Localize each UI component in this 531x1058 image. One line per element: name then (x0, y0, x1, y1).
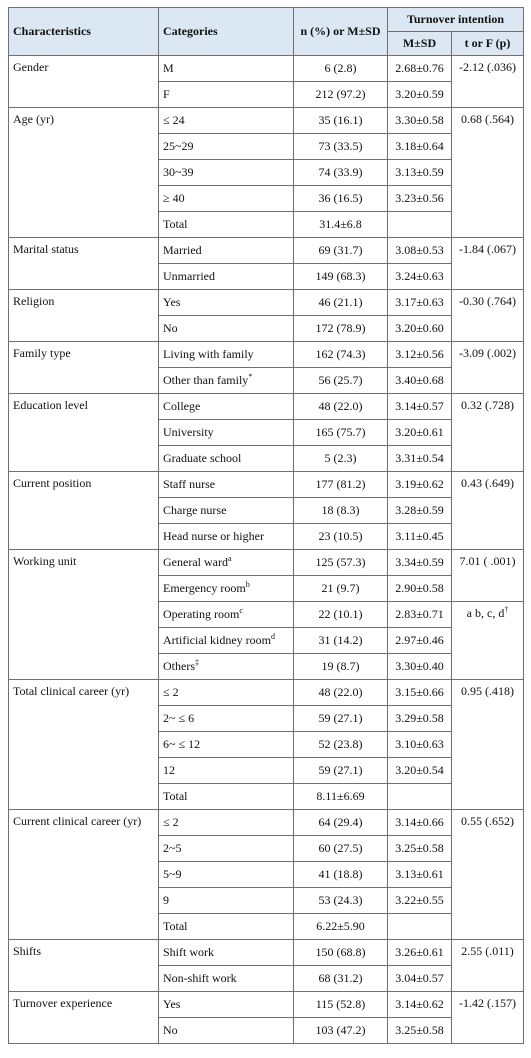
n-percent-cell: 21 (9.7) (294, 576, 388, 602)
n-percent-cell: 172 (78.9) (294, 316, 388, 342)
n-percent-cell: 103 (47.2) (294, 1018, 388, 1044)
category-label: Unmarried (163, 269, 215, 283)
category-label: No (163, 321, 178, 335)
msd-cell: 3.18±0.64 (388, 134, 452, 160)
msd-cell: 3.08±0.53 (388, 238, 452, 264)
category-label: 6~ ≤ 12 (163, 737, 201, 751)
msd-cell: 3.14±0.66 (388, 810, 452, 836)
n-percent-cell: 35 (16.1) (294, 108, 388, 134)
characteristic-name: Gender (9, 56, 159, 108)
category-label: Charge nurse (163, 503, 227, 517)
msd-cell: 3.19±0.62 (388, 472, 452, 498)
msd-cell: 3.28±0.59 (388, 498, 452, 524)
test-statistic-cell: 0.95 (.418) (452, 680, 524, 810)
category-label: Total (163, 919, 188, 933)
header-characteristics: Characteristics (9, 8, 159, 56)
n-percent-cell: 73 (33.5) (294, 134, 388, 160)
n-percent-cell: 46 (21.1) (294, 290, 388, 316)
characteristic-name: Working unit (9, 550, 159, 680)
category-label: ≤ 24 (163, 113, 185, 127)
category-cell (159, 628, 294, 654)
msd-cell: 3.26±0.61 (388, 940, 452, 966)
category-label: College (163, 399, 201, 413)
category-cell (159, 914, 294, 940)
table-row (9, 56, 524, 82)
table-row (9, 108, 524, 134)
n-percent-cell: 6 (2.8) (294, 56, 388, 82)
test-statistic-cell: 2.55 (.011) (452, 940, 524, 992)
category-footnote-mark: * (248, 372, 253, 381)
msd-cell: 3.17±0.63 (388, 290, 452, 316)
characteristic-name: Education level (9, 394, 159, 472)
category-cell (159, 238, 294, 264)
table-row (9, 394, 524, 420)
category-label: 5~9 (163, 867, 182, 881)
header-categories: Categories (159, 8, 294, 56)
msd-cell: 2.97±0.46 (388, 628, 452, 654)
table-body (9, 56, 524, 1044)
msd-cell: 2.90±0.58 (388, 576, 452, 602)
characteristic-name: Shifts (9, 940, 159, 992)
posthoc-cell (452, 602, 524, 680)
category-cell (159, 758, 294, 784)
category-label: Other than family (163, 373, 249, 387)
category-label: ≤ 2 (163, 685, 179, 699)
n-percent-cell: 5 (2.3) (294, 446, 388, 472)
header-msd: M±SD (388, 32, 452, 56)
category-footnote-mark: d (270, 632, 275, 641)
msd-cell: 3.20±0.61 (388, 420, 452, 446)
category-label: No (163, 1023, 178, 1037)
n-percent-cell: 59 (27.1) (294, 758, 388, 784)
category-cell (159, 56, 294, 82)
category-label: Married (163, 243, 202, 257)
msd-cell: 3.14±0.57 (388, 394, 452, 420)
category-cell (159, 108, 294, 134)
table-row (9, 680, 524, 706)
category-cell (159, 992, 294, 1018)
n-percent-cell: 6.22±5.90 (294, 914, 388, 940)
msd-cell: 3.29±0.58 (388, 706, 452, 732)
n-percent-cell: 18 (8.3) (294, 498, 388, 524)
msd-cell: 3.30±0.58 (388, 108, 452, 134)
category-cell (159, 290, 294, 316)
category-cell (159, 134, 294, 160)
category-cell (159, 940, 294, 966)
table-row (9, 472, 524, 498)
msd-cell: 3.30±0.40 (388, 654, 452, 680)
msd-cell: 2.83±0.71 (388, 602, 452, 628)
header-turnover-intention: Turnover intention (388, 8, 524, 32)
category-label: Emergency room (163, 581, 246, 595)
category-label: Total (163, 789, 188, 803)
characteristics-table (8, 7, 524, 1044)
n-percent-cell: 115 (52.8) (294, 992, 388, 1018)
n-percent-cell: 8.11±6.69 (294, 784, 388, 810)
table-row (9, 992, 524, 1018)
n-percent-cell: 74 (33.9) (294, 160, 388, 186)
n-percent-cell: 165 (75.7) (294, 420, 388, 446)
table-row (9, 810, 524, 836)
category-footnote-mark: b (245, 580, 250, 589)
category-cell (159, 706, 294, 732)
n-percent-cell: 150 (68.8) (294, 940, 388, 966)
category-label: ≤ 2 (163, 815, 179, 829)
category-label: Total (163, 217, 188, 231)
test-statistic-cell: -2.12 (.036) (452, 56, 524, 108)
msd-cell: 3.23±0.56 (388, 186, 452, 212)
n-percent-cell: 53 (24.3) (294, 888, 388, 914)
category-cell (159, 1018, 294, 1044)
msd-cell: 3.25±0.58 (388, 1018, 452, 1044)
msd-cell: 3.11±0.45 (388, 524, 452, 550)
category-label: Yes (163, 997, 181, 1011)
category-label: Yes (163, 295, 181, 309)
msd-cell: 3.10±0.63 (388, 732, 452, 758)
test-statistic-cell: -0.30 (.764) (452, 290, 524, 342)
msd-cell: 3.13±0.61 (388, 862, 452, 888)
characteristic-name: Family type (9, 342, 159, 394)
characteristic-name: Turnover experience (9, 992, 159, 1044)
category-label: Head nurse or higher (163, 529, 264, 543)
category-label: 25~29 (163, 139, 194, 153)
n-percent-cell: 22 (10.1) (294, 602, 388, 628)
category-label: Operating room (163, 607, 240, 621)
category-label: Shift work (163, 945, 214, 959)
category-cell (159, 836, 294, 862)
n-percent-cell: 31.4±6.8 (294, 212, 388, 238)
table-row (9, 550, 524, 576)
characteristic-name: Current clinical career (yr) (9, 810, 159, 940)
n-percent-cell: 162 (74.3) (294, 342, 388, 368)
n-percent-cell: 48 (22.0) (294, 394, 388, 420)
n-percent-cell: 23 (10.5) (294, 524, 388, 550)
msd-cell: 3.20±0.54 (388, 758, 452, 784)
msd-cell: 3.25±0.58 (388, 836, 452, 862)
category-label: University (163, 425, 214, 439)
msd-cell: 3.15±0.66 (388, 680, 452, 706)
category-label: 12 (163, 763, 175, 777)
n-percent-cell: 69 (31.7) (294, 238, 388, 264)
posthoc-footnote-mark: † (504, 605, 509, 614)
category-cell (159, 498, 294, 524)
category-cell (159, 784, 294, 810)
n-percent-cell: 177 (81.2) (294, 472, 388, 498)
msd-cell: 3.31±0.54 (388, 446, 452, 472)
characteristic-name: Age (yr) (9, 108, 159, 238)
test-statistic-cell: 0.68 (.564) (452, 108, 524, 238)
category-cell (159, 602, 294, 628)
category-cell (159, 732, 294, 758)
category-label: General ward (163, 555, 228, 569)
n-percent-cell: 149 (68.3) (294, 264, 388, 290)
n-percent-cell: 125 (57.3) (294, 550, 388, 576)
msd-cell: 3.14±0.62 (388, 992, 452, 1018)
category-label: Non-shift work (163, 971, 237, 985)
msd-cell: 3.20±0.60 (388, 316, 452, 342)
header-t-or-f: t or F (p) (452, 32, 524, 56)
category-label: 2~5 (163, 841, 182, 855)
header-n-pct: n (%) or M±SD (294, 8, 388, 56)
n-percent-cell: 19 (8.7) (294, 654, 388, 680)
posthoc-label: a b, c, d (466, 606, 505, 620)
category-label: ≥ 40 (163, 191, 185, 205)
category-label: 30~39 (163, 165, 194, 179)
test-statistic-cell: 7.01 ( .001) (452, 550, 524, 602)
test-statistic-cell: 0.32 (.728) (452, 394, 524, 472)
test-statistic-cell: -3.09 (.002) (452, 342, 524, 394)
n-percent-cell: 31 (14.2) (294, 628, 388, 654)
category-cell (159, 446, 294, 472)
category-cell (159, 654, 294, 680)
n-percent-cell: 52 (23.8) (294, 732, 388, 758)
category-cell (159, 368, 294, 394)
test-statistic-cell: -1.84 (.067) (452, 238, 524, 290)
msd-cell: 3.40±0.68 (388, 368, 452, 394)
msd-cell: 3.12±0.56 (388, 342, 452, 368)
category-label: Staff nurse (163, 477, 216, 491)
n-percent-cell: 48 (22.0) (294, 680, 388, 706)
test-statistic-cell: 0.43 (.649) (452, 472, 524, 550)
msd-cell (388, 784, 452, 810)
characteristic-name: Total clinical career (yr) (9, 680, 159, 810)
category-cell (159, 212, 294, 238)
category-footnote-mark: a (227, 554, 232, 563)
msd-cell: 3.13±0.59 (388, 160, 452, 186)
n-percent-cell: 60 (27.5) (294, 836, 388, 862)
msd-cell: 2.68±0.76 (388, 56, 452, 82)
n-percent-cell: 56 (25.7) (294, 368, 388, 394)
category-cell (159, 420, 294, 446)
characteristic-name: Current position (9, 472, 159, 550)
category-cell (159, 888, 294, 914)
msd-cell (388, 914, 452, 940)
msd-cell (388, 212, 452, 238)
category-footnote-mark: c (239, 606, 243, 615)
category-cell (159, 862, 294, 888)
category-label: Artificial kidney room (163, 633, 271, 647)
table-row (9, 940, 524, 966)
category-cell (159, 966, 294, 992)
category-cell (159, 680, 294, 706)
n-percent-cell: 41 (18.8) (294, 862, 388, 888)
category-cell (159, 394, 294, 420)
category-cell (159, 810, 294, 836)
test-statistic-cell: 0.55 (.652) (452, 810, 524, 940)
category-cell (159, 524, 294, 550)
category-label: 9 (163, 893, 169, 907)
table-row (9, 342, 524, 368)
category-cell (159, 316, 294, 342)
category-cell (159, 472, 294, 498)
n-percent-cell: 36 (16.5) (294, 186, 388, 212)
test-statistic-cell: -1.42 (.157) (452, 992, 524, 1044)
category-label: Others (163, 659, 195, 673)
msd-cell: 3.24±0.63 (388, 264, 452, 290)
category-label: Graduate school (163, 451, 242, 465)
msd-cell: 3.34±0.59 (388, 550, 452, 576)
characteristic-name: Marital status (9, 238, 159, 290)
category-cell (159, 576, 294, 602)
category-label: M (163, 61, 174, 75)
category-label: Living with family (163, 347, 254, 361)
n-percent-cell: 68 (31.2) (294, 966, 388, 992)
msd-cell: 3.22±0.55 (388, 888, 452, 914)
n-percent-cell: 64 (29.4) (294, 810, 388, 836)
table-header (9, 8, 524, 56)
category-cell (159, 342, 294, 368)
category-footnote-mark: ‡ (195, 658, 199, 667)
n-percent-cell: 212 (97.2) (294, 82, 388, 108)
category-cell (159, 82, 294, 108)
n-percent-cell: 59 (27.1) (294, 706, 388, 732)
table-row (9, 238, 524, 264)
table-row (9, 290, 524, 316)
category-label: F (163, 87, 170, 101)
characteristic-name: Religion (9, 290, 159, 342)
category-cell (159, 160, 294, 186)
category-cell (159, 264, 294, 290)
category-label: 2~ ≤ 6 (163, 711, 195, 725)
category-cell (159, 550, 294, 576)
msd-cell: 3.20±0.59 (388, 82, 452, 108)
category-cell (159, 186, 294, 212)
msd-cell: 3.04±0.57 (388, 966, 452, 992)
